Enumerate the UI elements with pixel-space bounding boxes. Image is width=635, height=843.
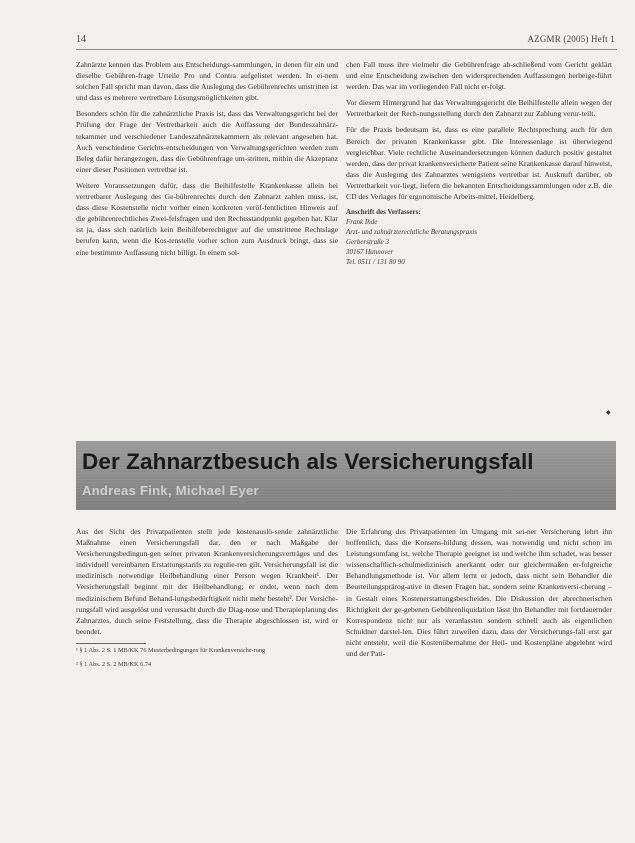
paragraph: Für die Praxis bedeutsam ist, dass es eine parallele Rechtsprechung auch für den Bereich der privaten Krankenkasse gibt. Die Interessenlage ist überwiegend vergleichbar. Viele rechtliche Auseinandersetzungen können dadurch positiv gestaltet werden, dass der privat krankenversicherte Patient seine Krankenkasse darauf hinweist, dass die Auslegung des Zahnarztes wenigstens vertretbar ist. Ausknuft darüber, ob Vertretbarkeit vor-liegt, liefern die bekannten Entscheidungssammlungen oder z.B. die CD des Verlages für ergonomische Arbeits-mittel, Heidelberg. <box>346 125 612 202</box>
paragraph: chen Fall muss ihre vielmehr die Gebührenfrage ab-schließend vom Gericht geklärt und eine Entscheidung zwischen den widersprechenden Auffassungen herbeige-führt werden. Das war im vorliegenden Fall nicht er-folgt. <box>346 60 612 92</box>
address-phone: Tel. 0511 / 131 80 90 <box>346 258 405 267</box>
paragraph: Die Erfahrung des Privatpatienten im Umgang mit sei-ner Versicherung lehrt ihn hoffentlich, dass die Konsens-bildung dessen, was notwendig und nicht schon im Leistungsumfang ist, welche Therapie geeignet ist und welche ihm schadet, was besser wissenschaftlich-schulmedizinisch anerkannt oder nur gleichermaßen er-folgreiche Behandlungsmethode ist. Vor allem lernt er jedoch, dass nicht sein Behandler die Beurteilungsprärog-ative in diesen Fragen hat, sondern seine Krankenversi-cherung – in Gestalt eines Kostenerstattungsbescheides. Die Diskussion der abrechnerischen Richtigkeit der ge-gebenen Gebührenliquidation lässt ihn Behandler mit fortdauernder Korrespondenz nicht nur als veranlassten sondern schnell auch als eigentlichen Schuldner darstel-len. Dies führt zuweilen dazu, dass der Versicherungs-fall erst gar nicht entsteht, weil die Kostenübernahme der Heil- und Kostenpläne abgelehnt wird und der Pati- <box>346 527 612 659</box>
paragraph: Besonders schön für die zahnärztliche Praxis ist, dass das Verwaltungsgericht bei der Prüfung der Frage der Vertretbarkeit auch die Auffassung der Bundeszahnärz-tekammer und verschiedener Landeszahnärztekammern als relevant angesehen hat. Auch verschiedene Gerichts-entscheidungen von Verwaltungsgerichten werden zum Beleg dafür herangezogen, dass die Gebührenfrage um-stritten, mithin die Akzeptanz einer dieser Positionen vertretbar ist. <box>76 109 338 174</box>
article-authors: Andreas Fink, Michael Eyer <box>82 483 259 498</box>
address-street: Gerberstraße 3 <box>346 238 389 247</box>
address-label: Anschrift des Verfassers: <box>346 208 421 217</box>
journal-header: AZGMR (2005) Heft 1 <box>527 34 615 44</box>
footnote: ² § 1 Abs. 2 S. 2 MB/KK 6.74 <box>76 660 152 668</box>
article-end-mark: ◆ <box>606 410 611 416</box>
paragraph: Weitere Voraussetzungen dafür, dass die Beihilfestelle Krankenkasse allein bei vertretbarer Auslegung des Ge-bührenrechts durch den Zahnarzt zahlen muss, ist, dass diese Kostenstelle nicht vorher einen konkreten veröf-fentlichten Hinweis auf die gebührenrechtliches Zwei-felsfragen und den Rechtsstandpunkt gegeben hat. Klar ist ja, dass sich natürlich kein Beihilfeberechtigter auf die umstrittene Rechtslage berufen kann, wenn die Kos-tenstelle vorher schon zum Ausdruck bringt, dass sie eine bestimmte Auffassung nicht billigt. In einem sol- <box>76 180 338 257</box>
header-rule <box>76 49 617 50</box>
right-column-bottom <box>346 526 612 664</box>
footnote-rule <box>76 643 146 644</box>
footnote: ¹ § 1 Abs. 2 S. 1 MB/KK 76 Musterbedingungen für Krankenversiche-rung <box>76 646 266 654</box>
paragraph: Zahnärzte kennen das Problem aus Entscheidungs-sammlungen, in denen für ein und dieselbe Gebühren-frage Urteile Pro und Contra aufgelistet werden. In ei-nem solchen Fall spricht man davon, dass die Auslegung des Gebührenrechts umstritten ist und dass es mehrere vertretbare Lösungsmöglichkeiten gibt. <box>76 60 338 103</box>
right-column-top <box>346 59 612 267</box>
address-city: 30167 Hannover <box>346 248 394 257</box>
article-title-banner <box>76 441 616 510</box>
page-number: 14 <box>76 34 86 45</box>
paragraph: Vor diesem Hintergrund hat das Verwaltungsgericht die Beihilfestelle allein wegen der Vertretbarkeit der Rech-nungsstellung durch den Zahnarzt zur Zahlung verur-teilt. <box>346 98 612 119</box>
article-title: Der Zahnarztbesuch als Versicherungsfall <box>82 449 534 474</box>
left-column-top <box>76 59 338 263</box>
address-office: Arzt- und zahnärzterechtliche Beratungspraxis <box>346 228 477 237</box>
author-address <box>346 207 612 267</box>
paragraph: Aus der Sicht des Privatpatienten stellt jede kostenauslö-sende zahnärztliche Maßnahme einen Versicherungsfall dar, den er nach Maßgabe der Versicherungsbedingun-gen seiner privaten Krankenversicherungsverträges und des individuell vereinbarten Erstattungstarifs zu regulie-ren gilt. Versicherungsfall ist die medizinisch notwendige Heilbehandlung einer Person wegen Krankheit¹. Der Versicherungsfall beginnt mit der Heilbehandlung; er endet, wenn nach dem medizinischem Befund Behand-lungsbedürftigkeit nicht mehr besteht². Der Versiche-rungsfall wird ausgelöst und verursacht durch die Diag-nose und Therapieplanung des Zahnarztes, durch seine Feststellung, dass die Therapie abgeschlossen ist, wird er beendet. <box>76 527 338 636</box>
left-column-bottom <box>76 526 338 674</box>
address-name: Frank Ihde <box>346 218 378 227</box>
